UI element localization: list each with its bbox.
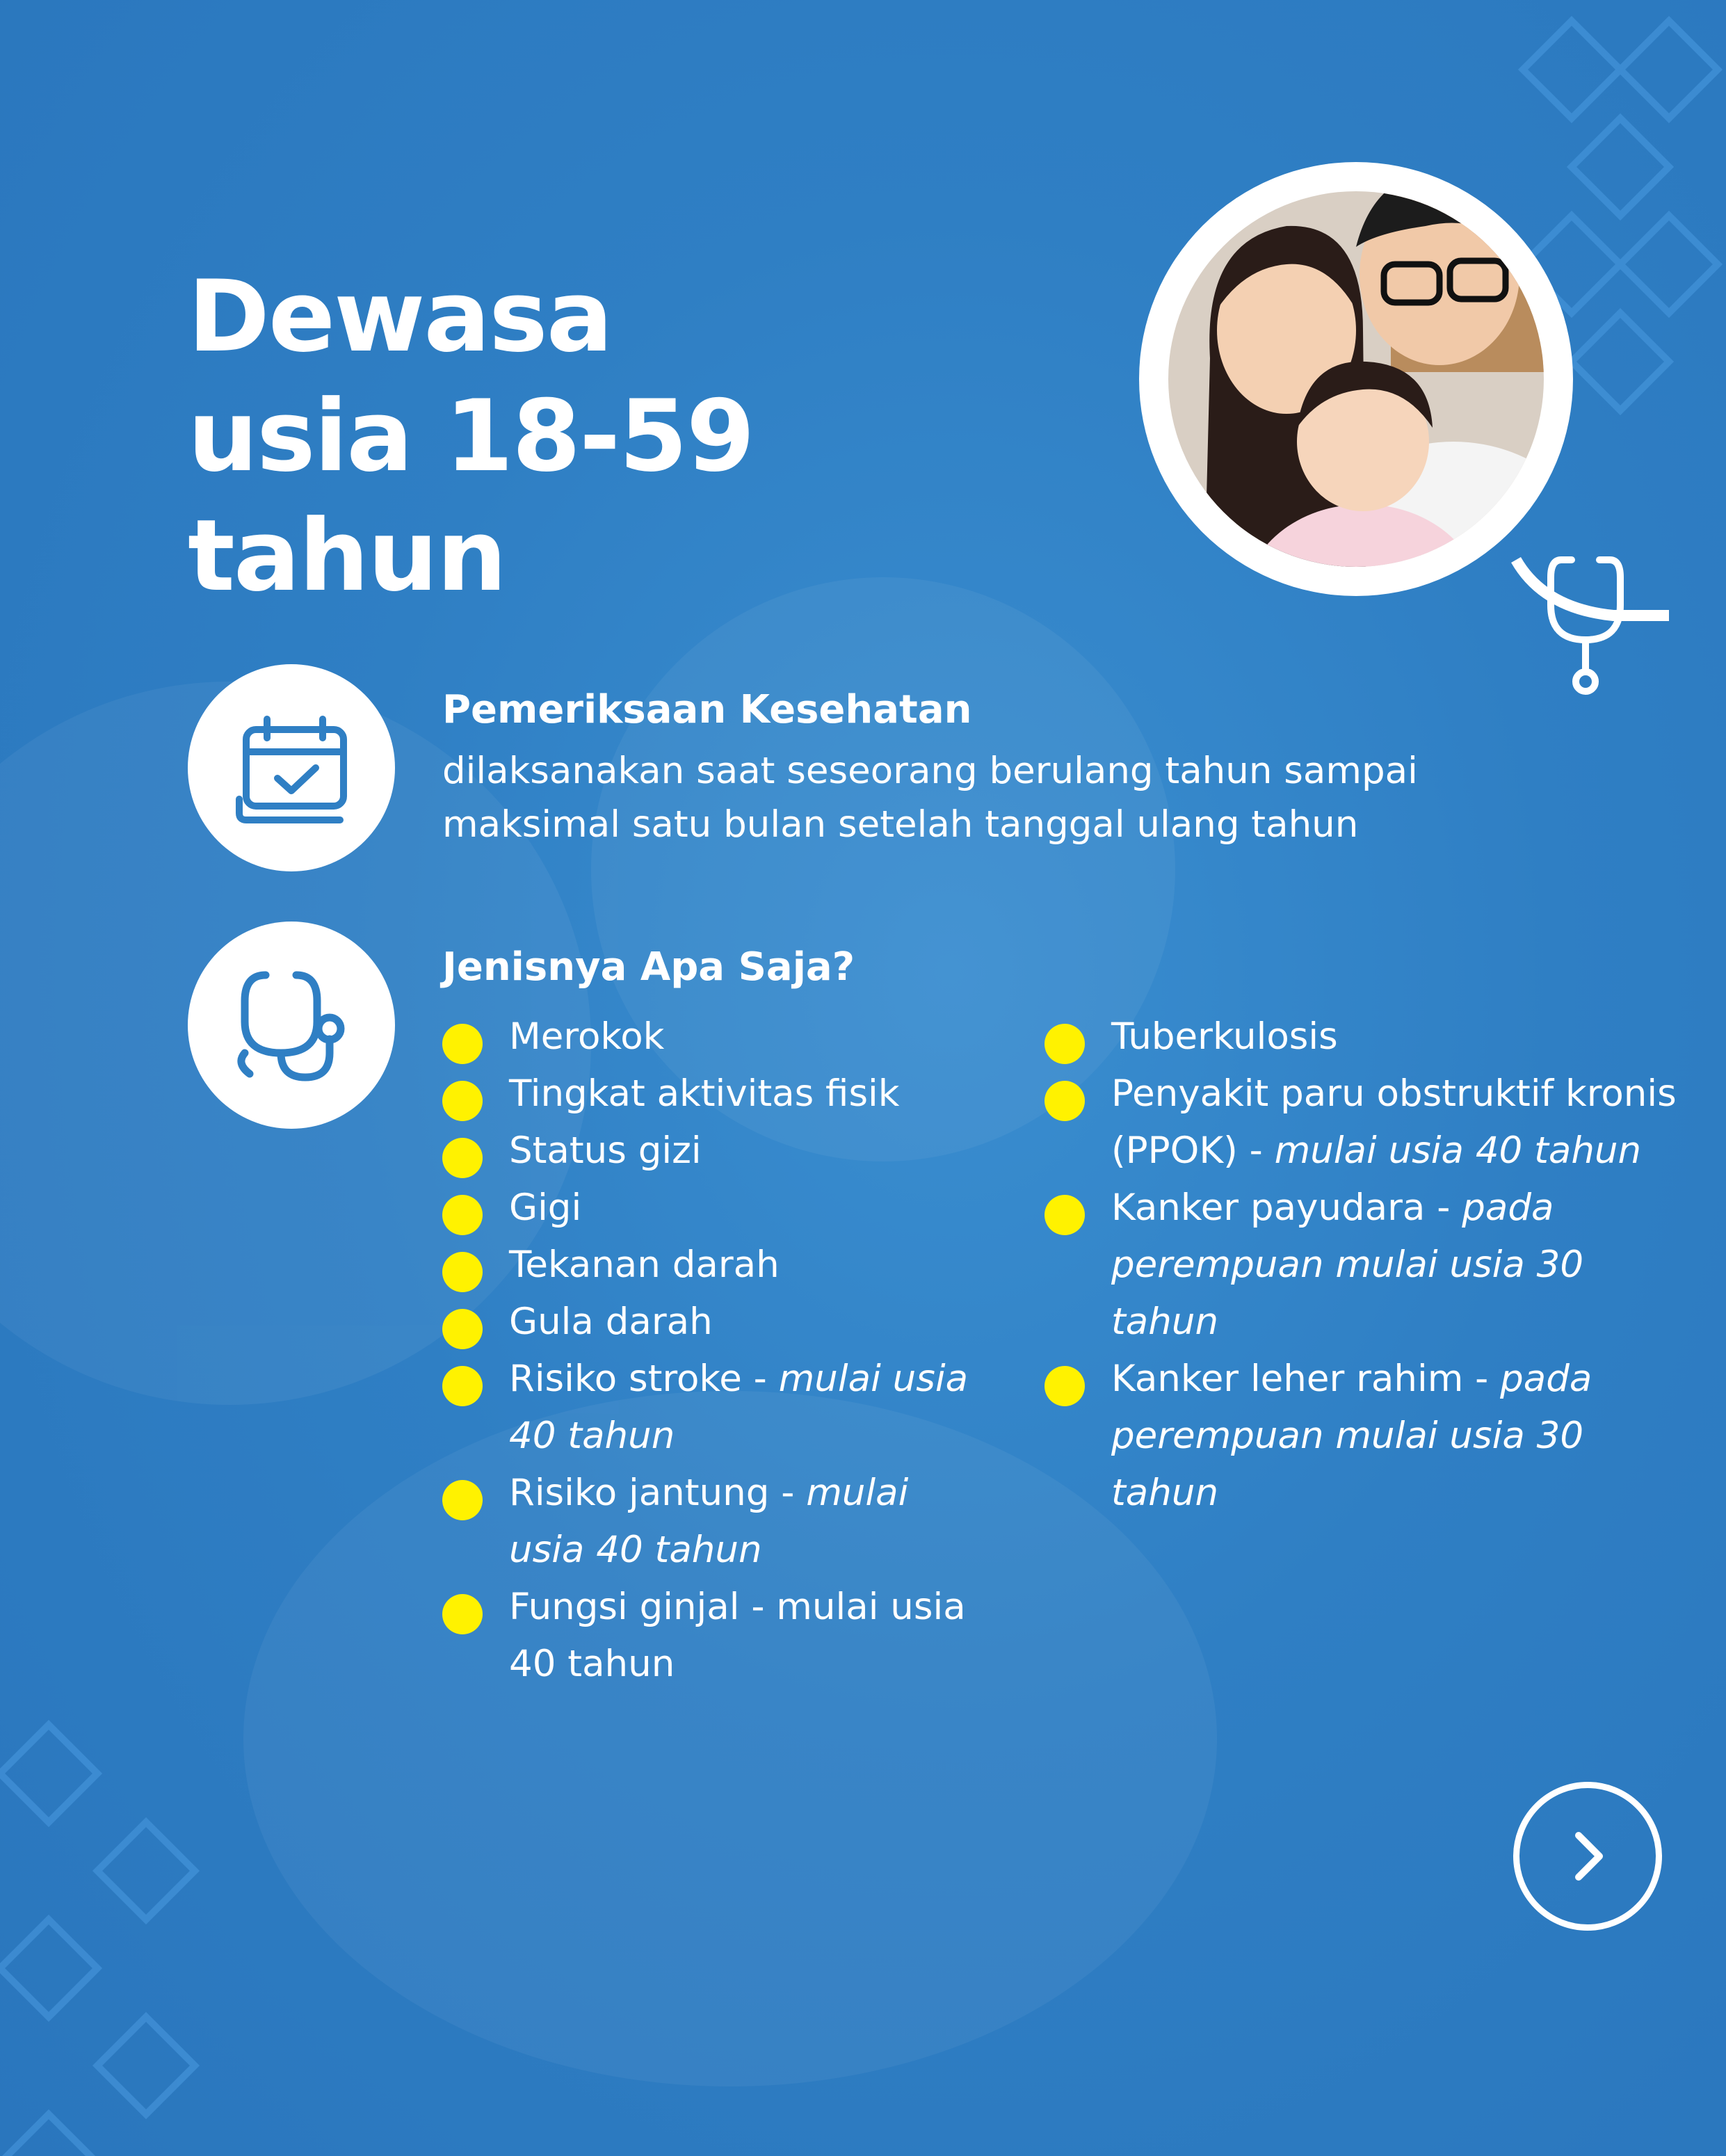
types-heading: Jenisnya Apa Saja?	[442, 944, 855, 990]
title-line-2: usia 18-59	[188, 379, 754, 494]
checkup-type-item	[1045, 1065, 1691, 1180]
checkup-type-item	[442, 1465, 985, 1579]
bullet-dot-icon	[442, 1024, 483, 1064]
bullet-dot-icon	[1045, 1366, 1085, 1406]
stethoscope-section-icon	[188, 922, 395, 1129]
checkup-type-item	[442, 1123, 985, 1180]
checkup-type-label: Penyakit paru obstruktif kronis (PPOK) -	[1111, 1072, 1677, 1172]
checkup-type-item	[442, 1294, 985, 1351]
bullet-dot-icon	[442, 1366, 483, 1406]
bullet-dot-icon	[442, 1594, 483, 1634]
checkup-type-item	[1045, 1180, 1691, 1351]
ornament-bottom-left	[0, 1697, 236, 2156]
calendar-check-icon	[188, 664, 395, 871]
bullet-dot-icon	[1045, 1195, 1085, 1235]
checkup-description	[442, 744, 1555, 851]
checkup-type-label: Risiko stroke -	[509, 1358, 779, 1400]
checkup-type-label: Status gizi	[509, 1129, 702, 1172]
checkup-type-item	[442, 1065, 985, 1123]
bullet-dot-icon	[442, 1195, 483, 1235]
checkup-type-label: Tingkat aktivitas fisik	[509, 1072, 900, 1115]
checkup-type-item	[1045, 1351, 1691, 1522]
checkup-type-note: pada perempuan mulai usia 30 tahun	[1111, 1358, 1592, 1514]
checkup-type-label: Gula darah	[509, 1301, 713, 1343]
chevron-right-icon	[1556, 1825, 1619, 1888]
bullet-dot-icon	[442, 1252, 483, 1292]
checkup-type-label: Merokok	[509, 1015, 665, 1058]
checkup-type-item	[1045, 1008, 1691, 1065]
checkup-type-label: Tuberkulosis	[1111, 1015, 1338, 1058]
checkup-types-list-left	[442, 1008, 985, 1693]
checkup-type-note: pada perempuan mulai usia 30 tahun	[1111, 1186, 1584, 1343]
checkup-type-label: Gigi	[509, 1186, 582, 1229]
bullet-dot-icon	[1045, 1024, 1085, 1064]
checkup-type-note: mulai usia 40 tahun	[1274, 1129, 1642, 1172]
title-line-1: Dewasa	[188, 259, 612, 374]
ornament-top-right	[1481, 0, 1726, 431]
checkup-description-line-2: maksimal satu bulan setelah tanggal ulang tahun	[442, 803, 1359, 846]
bullet-dot-icon	[1045, 1081, 1085, 1121]
checkup-type-label: Kanker leher rahim -	[1111, 1358, 1501, 1400]
stethoscope-icon	[1537, 549, 1662, 695]
checkup-type-note: mulai usia 40 tahun	[509, 1358, 969, 1457]
checkup-type-label: Fungsi ginjal - mulai usia 40 tahun	[509, 1586, 966, 1685]
checkup-heading: Pemeriksaan Kesehatan	[442, 687, 972, 732]
bullet-dot-icon	[442, 1138, 483, 1178]
family-photo	[1127, 150, 1669, 692]
bullet-dot-icon	[442, 1081, 483, 1121]
page-title	[188, 257, 754, 616]
bullet-dot-icon	[442, 1480, 483, 1520]
checkup-type-label: Kanker payudara -	[1111, 1186, 1462, 1229]
checkup-type-label: Risiko jantung -	[509, 1472, 807, 1514]
title-line-3: tahun	[188, 499, 506, 613]
checkup-description-line-1: dilaksanakan saat seseorang berulang tahun sampai	[442, 750, 1418, 792]
checkup-type-label: Tekanan darah	[509, 1244, 780, 1286]
checkup-type-item	[442, 1008, 985, 1065]
checkup-type-item	[442, 1180, 985, 1237]
checkup-type-item	[442, 1579, 985, 1693]
checkup-types-list-right	[1045, 1008, 1691, 1522]
next-button[interactable]	[1513, 1782, 1662, 1931]
checkup-type-item	[442, 1351, 985, 1465]
checkup-type-item	[442, 1237, 985, 1294]
bullet-dot-icon	[442, 1309, 483, 1349]
checkup-type-note: mulai usia 40 tahun	[509, 1472, 909, 1571]
